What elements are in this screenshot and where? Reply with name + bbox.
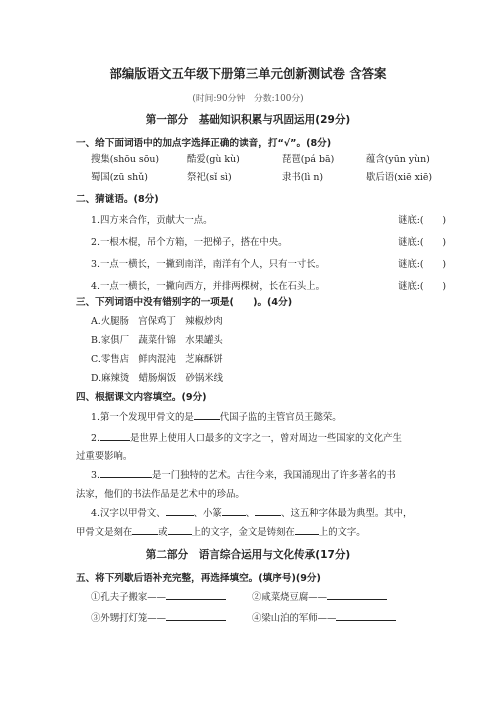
q5-text: ②咸菜烧豆腐——	[252, 592, 328, 603]
q1-item: 隶书(lì n)	[282, 172, 324, 183]
q3-option-b: B.家俱厂 蔬菜什锦 水果罐头	[91, 335, 223, 346]
q1-item: 蕴含(yūn yùn)	[366, 154, 430, 165]
fill-blank[interactable]	[100, 468, 152, 478]
q5-item-3	[91, 610, 226, 624]
q1-heading: 一、给下面词语中的加点字选择正确的读音，打“√”。(8分)	[76, 138, 332, 149]
fill-blank[interactable]	[222, 506, 246, 516]
q3-option-c: C.零售店 鲜肉混沌 芝麻酥饼	[91, 354, 223, 365]
q4-text: 、	[245, 508, 256, 519]
q4-text: 、小篆	[193, 508, 222, 519]
fill-blank[interactable]	[132, 525, 158, 535]
exam-subtitle: (时间:90分钟 分数:100分)	[192, 94, 304, 104]
fill-blank[interactable]	[295, 525, 319, 535]
q1-item: 祭祀(sǐ sì)	[187, 172, 232, 183]
riddle-3	[91, 256, 446, 270]
riddle-answer-label: 谜底:( )	[398, 237, 446, 248]
q4-line-2	[91, 430, 402, 444]
q1-row-2	[91, 169, 432, 183]
q4-text: 、这五种字体最为典型。其中，	[281, 508, 413, 519]
q4-text: 甲骨文是刻在	[76, 527, 133, 538]
q4-text: 代国子监的主管官员王懿荣。	[219, 412, 342, 423]
fill-blank[interactable]	[336, 611, 396, 621]
q4-text: 1.第一个发现甲骨文的是	[91, 412, 194, 423]
q1-item: 酷爱(gù kù)	[187, 154, 240, 165]
q5-text: ④梁山泊的军师——	[252, 613, 337, 624]
q5-item-4	[252, 610, 396, 624]
riddle-answer-label: 谜底:( )	[398, 281, 446, 292]
q5-item-2	[252, 589, 387, 603]
q4-text: 是一门独特的艺术。古往今来，我国涌现出了许多著名的书	[151, 470, 396, 481]
q4-line-3	[91, 467, 396, 481]
q4-line-5	[76, 524, 366, 538]
q4-text: 是世界上使用人口最多的文字之一，曾对周边一些国家的文化产生	[129, 433, 402, 444]
q1-row-1	[91, 151, 430, 165]
q4-text: 或	[158, 527, 168, 538]
q4-text: 4.汉字以甲骨文、	[91, 508, 166, 519]
fill-blank[interactable]	[166, 506, 194, 516]
q4-text: 上的文字。	[318, 527, 366, 538]
fill-blank[interactable]	[168, 525, 192, 535]
fill-blank[interactable]	[327, 590, 387, 600]
riddle-text: 4.一点一横长，一撇向西方，并排两棵树，长在石头上。	[91, 281, 325, 292]
q5-heading: 五、将下列歇后语补充完整，再选择填空。(填序号)(9分)	[76, 573, 321, 584]
q4-text: 2.	[91, 433, 100, 444]
q4-text: 3.	[91, 470, 100, 481]
exam-title: 部编版语文五年级下册第三单元创新测试卷 含答案	[109, 66, 387, 81]
riddle-2	[91, 234, 446, 248]
q2-heading: 二、猜谜语。(8分)	[76, 194, 159, 205]
q4-text: 上的文字，金文是铸刻在	[191, 527, 295, 538]
q4-line-4	[91, 505, 412, 519]
q5-item-1	[91, 589, 226, 603]
fill-blank[interactable]	[166, 590, 226, 600]
q4-heading: 四、根据课文内容填空。(9分)	[76, 392, 207, 403]
q1-item: 蜀国(zū shǔ)	[91, 172, 148, 183]
fill-blank[interactable]	[100, 431, 130, 441]
q1-item: 搜集(shōu sōu)	[91, 154, 160, 165]
riddle-1	[91, 212, 446, 226]
riddle-4	[91, 278, 446, 292]
q3-option-a: A.火腿肠 宫保鸡丁 辣椒炒肉	[91, 316, 223, 327]
q3-heading: 三、下列词语中没有错别字的一项是( )。(4分)	[76, 297, 293, 308]
riddle-text: 2.一根木棍，吊个方箱，一把梯子，搭在中央。	[91, 237, 288, 248]
q3-option-d: D.麻辣烫 蜡肠焖饭 砂锅米线	[91, 373, 224, 384]
part-one-heading: 第一部分 基础知识积累与巩固运用(29分)	[145, 114, 351, 126]
q5-text: ①孔夫子搬家——	[91, 592, 167, 603]
riddle-answer-label: 谜底:( )	[398, 215, 446, 226]
fill-blank[interactable]	[166, 611, 226, 621]
riddle-text: 3.一点一横长，一撇到南洋，南洋有个人，只有一寸长。	[91, 259, 325, 270]
riddle-text: 1.四方来合作，贡献大一点。	[91, 215, 213, 226]
fill-blank[interactable]	[194, 410, 220, 420]
q4-line-3-cont: 法家，他们的书法作品是艺术中的珍品。	[76, 489, 245, 500]
fill-blank[interactable]	[255, 506, 281, 516]
part-two-heading: 第二部分 语言综合运用与文化传承(17分)	[145, 549, 351, 561]
q4-line-2-cont: 过重要影响。	[76, 451, 133, 462]
q1-item: 琵琶(pá bā)	[282, 154, 335, 165]
q1-item: 歇后语(xiē xiē)	[366, 172, 433, 183]
q5-text: ③外甥打灯笼——	[91, 613, 167, 624]
q4-line-1	[91, 409, 342, 423]
riddle-answer-label: 谜底:( )	[398, 259, 446, 270]
